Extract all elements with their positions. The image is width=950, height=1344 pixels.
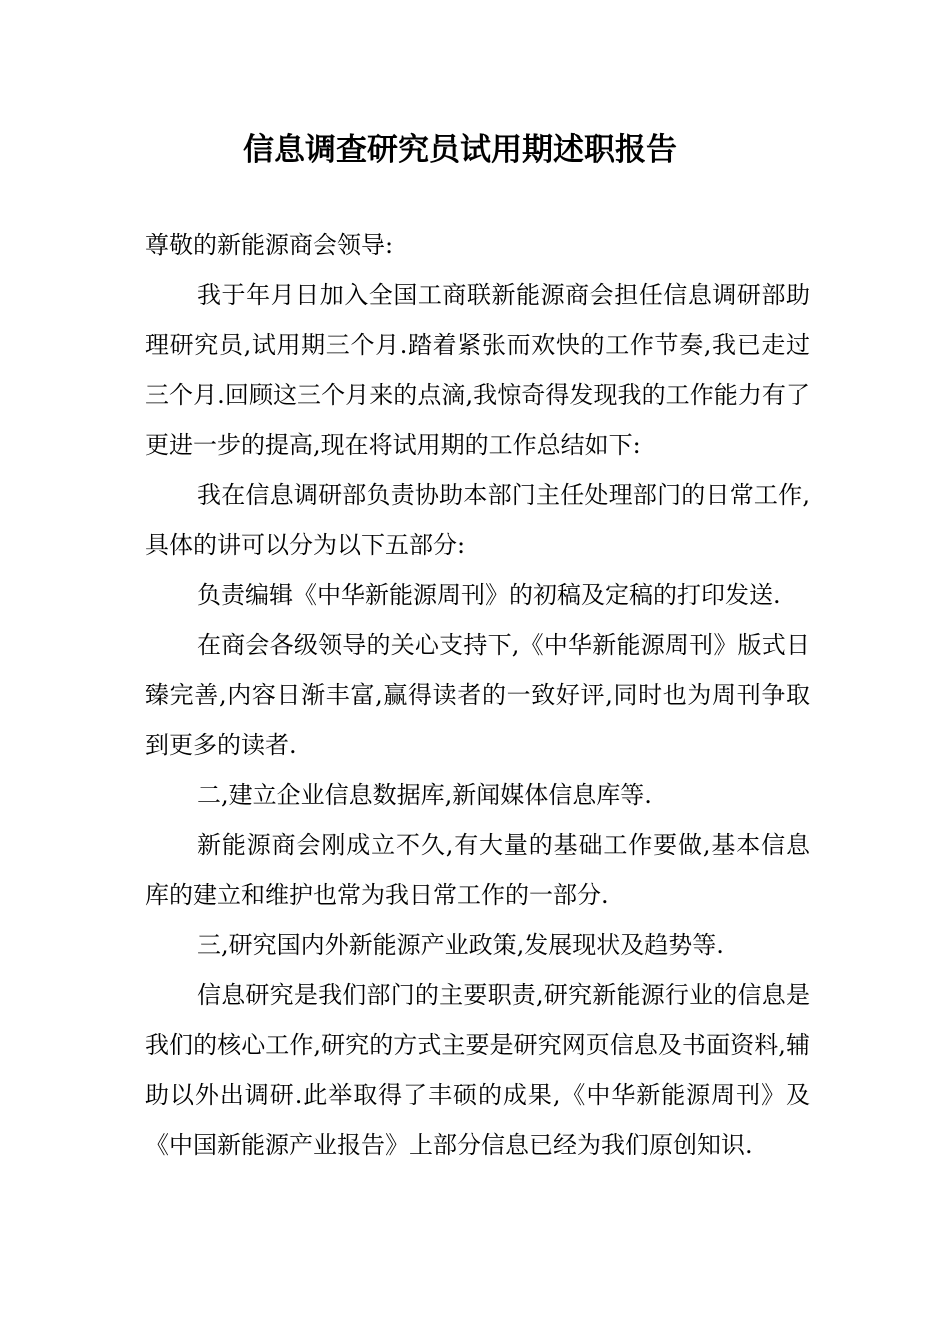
salutation: 尊敬的新能源商会领导: [145,231,394,259]
paragraph-intro: 我于年月日加入全国工商联新能源商会担任信息调研部助理研究员,试用期三个月.踏着紧张而欢快的工作节奏,我已走过三个月.回顾这三个月来的点滴,我惊奇得发现我的工作能力有了更进一步的提高,现在将试用期的工作总结如下: [145,281,810,459]
paragraph-item-1: 负责编辑《中华新能源周刊》的初稿及定稿的打印发送. [197,581,781,609]
paragraph-item-2: 二,建立企业信息数据库,新闻媒体信息库等. [197,781,652,809]
document-body [145,220,810,1170]
paragraph-item-1-detail: 在商会各级领导的关心支持下,《中华新能源周刊》版式日臻完善,内容日渐丰富,赢得读者的一致好评,同时也为周刊争取到更多的读者. [145,631,810,759]
paragraph-item-3: 三,研究国内外新能源产业政策,发展现状及趋势等. [197,931,724,959]
paragraph-item-3-detail: 信息研究是我们部门的主要职责,研究新能源行业的信息是我们的核心工作,研究的方式主要是研究网页信息及书面资料,辅助以外出调研.此举取得了丰硕的成果,《中华新能源周刊》及《中国新能源产业报告》上部分信息已经为我们原创知识. [145,981,810,1159]
paragraph-duties: 我在信息调研部负责协助本部门主任处理部门的日常工作,具体的讲可以分为以下五部分: [145,481,810,559]
paragraph-item-2-detail: 新能源商会刚成立不久,有大量的基础工作要做,基本信息库的建立和维护也常为我日常工作的一部分. [145,831,810,909]
document-title: 信息调查研究员试用期述职报告 [243,132,677,168]
